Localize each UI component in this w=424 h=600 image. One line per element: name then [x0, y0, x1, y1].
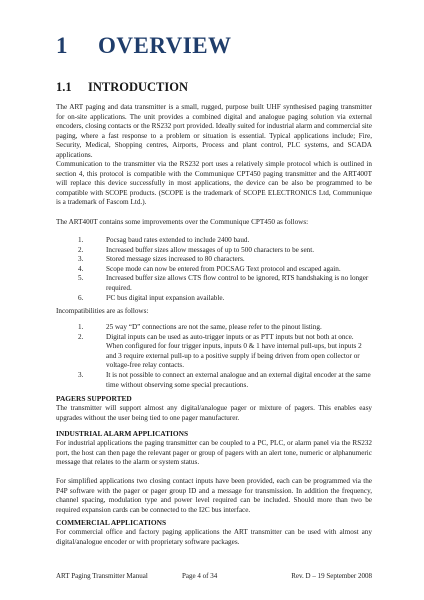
- list-item: 4. Scope mode can now be entered from POCSAG Text protocol and escaped again.: [78, 264, 341, 273]
- commercial-text: For commercial office and factory paging applications the ART transmitter can be used with almost any digital/analogue encoder or with proprietary software packages.: [56, 528, 372, 546]
- industrial-text-2: For simplified applications two closing contact inputs have been provided, each can be programmed via the P4P software with the pager or pager group ID and a message for transmission. In addition the frequency, channel spacing, modulation type and power level required can be included. Should more than two be required expansion cards can be connected to the I2C bus interface.: [56, 477, 372, 514]
- section-heading: [56, 80, 372, 95]
- list-item: 1. Pocsag baud rates extended to include 2400 baud.: [78, 236, 250, 244]
- footer-page-number: Page 4 of 34: [182, 572, 218, 580]
- commercial-heading: COMMERCIAL APPLICATIONS: [56, 518, 167, 527]
- list-item: 6. I²C bus digital input expansion available.: [78, 293, 225, 302]
- list-item: 1. 25 way “D” connections are not the same, please refer to the pinout listing.: [78, 323, 322, 331]
- intro-paragraph-2: Communication to the transmitter via the RS232 port uses a relatively simple protocol which is outlined in section 4, this protocol is compatible with the Communique CPT450 paging transmitter and the ART400T will replace this device successfully in most applications, the device can be also be programmed to be compatible with SCOPE products. (SCOPE is the trademark of SCOPE ELECTRONICS Ltd, Communique is a trademark of Fascom Ltd.).: [56, 160, 372, 207]
- section-number: 1.1: [56, 80, 72, 94]
- intro-paragraph-1: The ART paging and data transmitter is a small, rugged, purpose built UHF synthesised paging transmitter for on-site applications. The unit provides a combined digital and analogue paging solution via external encoders, closing contacts or the RS232 port provided. Ideally suited for industrial alarm and commercial site paging, where a fast response to a problem or situation is essential. Typical applications include; Fire, Security, Medical, Shopping centres, Airports, Process and plant control, PLC systems, and SCADA applications.: [56, 103, 372, 159]
- improvements-list: [56, 236, 372, 303]
- footer-revision: Rev. D – 19 September 2008: [291, 572, 372, 580]
- list-item: 5. Increased buffer size allows CTS flow control to be ignored, RTS handshaking is no longer required.: [78, 274, 369, 292]
- industrial-heading: INDUSTRIAL ALARM APPLICATIONS: [56, 429, 189, 438]
- pagers-heading: PAGERS SUPPORTED: [56, 394, 132, 403]
- industrial-text-1: For industrial applications the paging transmitter can be coupled to a PC, PLC, or alarm panel via the RS232 port, the host can then page the relevant pager or group of pagers with an alert tone, numeric or alphanumeric message that relates to the alarm or system status.: [56, 439, 372, 467]
- list-item: 2. Increased buffer sizes allow messages of up to 500 characters to be sent.: [78, 245, 315, 254]
- chapter-number: 1: [56, 33, 68, 58]
- intro-paragraph-3: The ART400T contains some improvements over the Communique CPT450 as follows:: [56, 218, 309, 226]
- pagers-text: The transmitter will support almost any digital/analogue pager or mixture of pagers. This enables easy upgrades without the user being tied to one pager manufacturer.: [56, 404, 372, 422]
- list-item: 2. Digital inputs can be used as auto-trigger inputs or as PTT inputs but not both at once. When configured for four trigger inputs, inputs 0 & 1 have internal pull-ups, but inputs 2 and 3 require external pull-up to a positive supply if being driven from open collector or voltage-free relay contacts.: [78, 332, 362, 370]
- incompatibilities-list: [56, 323, 372, 390]
- incompat-intro: Incompatibilities are as follows:: [56, 307, 149, 315]
- list-item: 3. It is not possible to connect an external analogue and an external digital encoder at the same time without observing some special precautions.: [78, 370, 371, 389]
- chapter-heading: [56, 33, 372, 59]
- chapter-title: OVERVIEW: [98, 33, 232, 58]
- section-title: INTRODUCTION: [88, 80, 189, 94]
- document-page: [56, 0, 372, 600]
- list-item: 3. Stored message sizes increased to 80 characters.: [78, 255, 245, 264]
- footer-title: ART Paging Transmitter Manual: [56, 572, 148, 580]
